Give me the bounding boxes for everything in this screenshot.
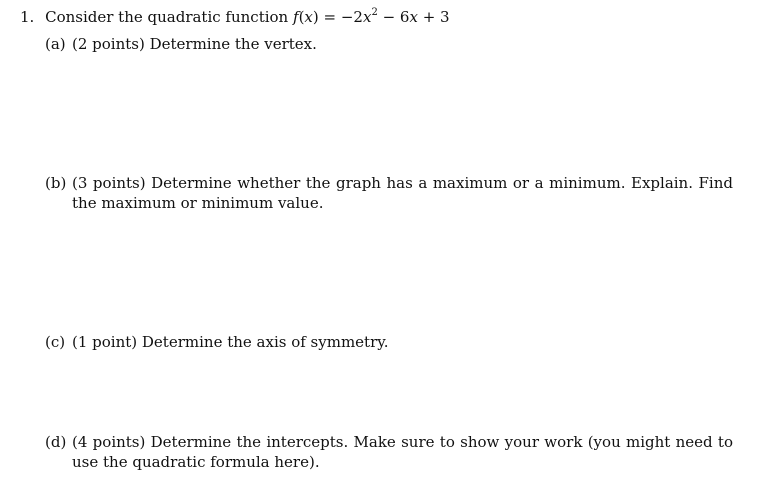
part-d: [45, 432, 733, 472]
leading-coefficient: −2: [340, 8, 363, 26]
part-label: (b): [45, 174, 67, 192]
part-text: (2 points) Determine the vertex.: [72, 35, 317, 53]
constant-term: + 3: [417, 8, 450, 26]
function-expression: $f(x) = -2x^2 - 6x + 3$: [293, 7, 450, 26]
question-number: 1.: [20, 8, 35, 26]
quadratic-variable: x: [362, 8, 372, 26]
part-label: (d): [45, 433, 67, 451]
part-b: [45, 173, 733, 213]
question-1-heading: [20, 7, 450, 27]
part-label: (a): [45, 35, 66, 53]
linear-variable: x: [409, 8, 418, 26]
exponent: 2: [371, 7, 378, 18]
part-text: (3 points) Determine whether the graph has a maximum or a minimum. Explain. Find the maximum or minimum value.: [72, 174, 733, 212]
part-text: (1 point) Determine the axis of symmetry.: [72, 333, 389, 351]
question-intro: Consider the quadratic function: [45, 8, 289, 26]
linear-coefficient: − 6: [377, 8, 410, 26]
part-c: [45, 332, 733, 352]
function-name: f: [293, 8, 299, 26]
part-label: (c): [45, 333, 66, 351]
function-variable: x: [304, 8, 313, 26]
part-text: (4 points) Determine the intercepts. Make sure to show your work (you might need to use the quadratic formula here).: [72, 433, 733, 471]
part-a: [45, 34, 733, 54]
